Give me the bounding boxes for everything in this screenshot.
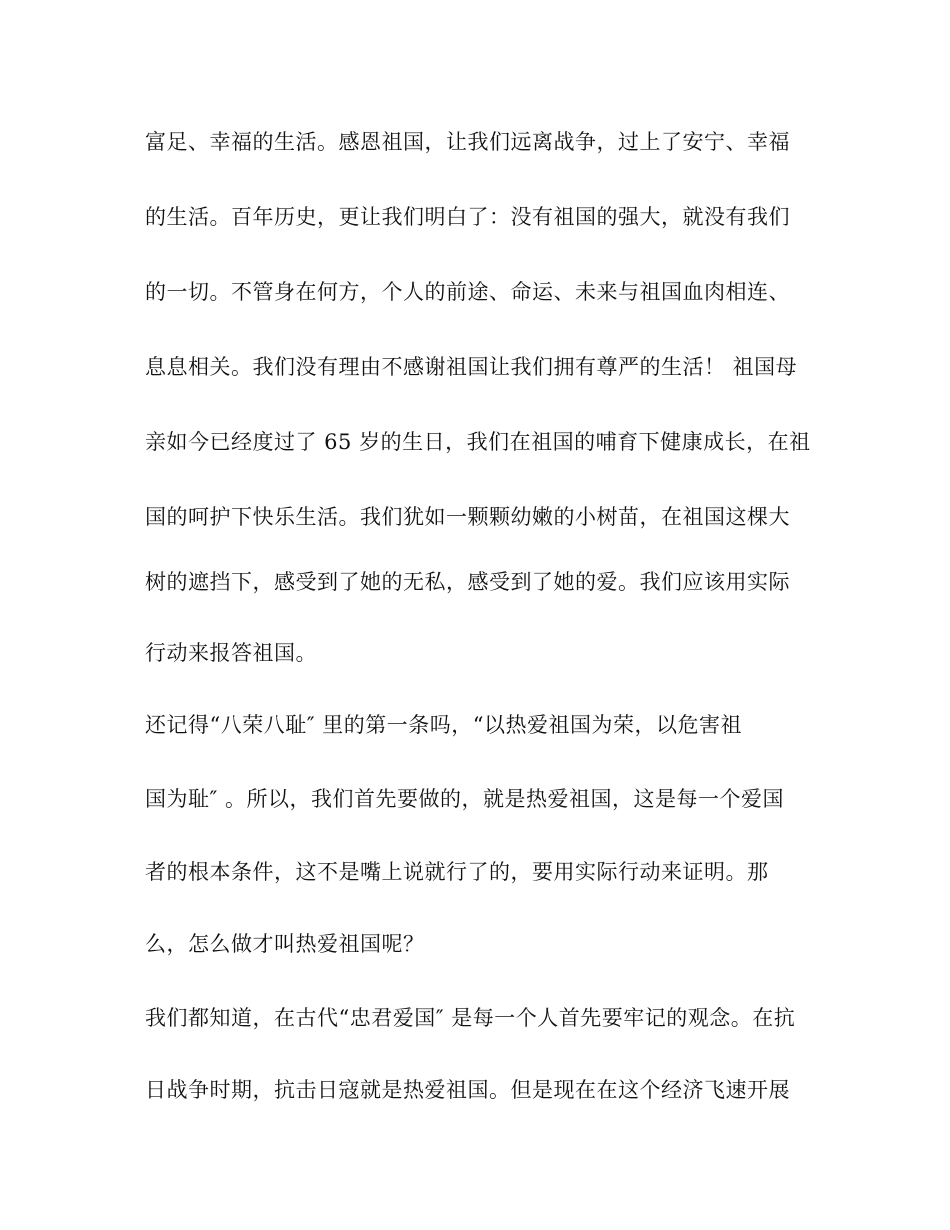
text-line: 我们都知道，在古代“忠君爱国″ 是每一个人首先要牢记的观念。在抗	[145, 1006, 796, 1030]
text-line: 的一切。不管身在何方，个人的前途、命运、未来与祖国血肉相连、	[145, 280, 790, 304]
text-line: 国的呵护下快乐生活。我们犹如一颗颗幼嫩的小树苗，在祖国这棵大	[145, 505, 790, 529]
text-line: 富足、幸福的生活。感恩祖国，让我们远离战争，过上了安宁、幸福	[145, 130, 790, 154]
text-line: 树的遮挡下，感受到了她的无私，感受到了她的爱。我们应该用实际	[145, 570, 790, 594]
text-line: 息息相关。我们没有理由不感谢祖国让我们拥有尊严的生活！ 祖国母	[145, 355, 798, 379]
text-line: 者的根本条件，这不是嘴上说就行了的，要用实际行动来证明。那	[145, 860, 769, 884]
text-line: 的生活。百年历史，更让我们明白了：没有祖国的强大，就没有我们	[145, 205, 790, 229]
text-line: 国为耻″ 。所以，我们首先要做的，就是热爱祖国，这是每一个爱国	[145, 787, 785, 811]
text-line: 么，怎么做才叫热爱祖国呢？	[145, 932, 425, 956]
text-line: 亲如今已经度过了 65 岁的生日，我们在祖国的哺育下健康成长，在祖	[145, 430, 811, 454]
text-line: 日战争时期，抗击日寇就是热爱祖国。但是现在在这个经济飞速开展	[145, 1078, 790, 1102]
text-line: 行动来报答祖国。	[145, 641, 317, 665]
text-line: 还记得“八荣八耻″ 里的第一条吗，“以热爱祖国为荣，以危害祖	[145, 713, 742, 737]
